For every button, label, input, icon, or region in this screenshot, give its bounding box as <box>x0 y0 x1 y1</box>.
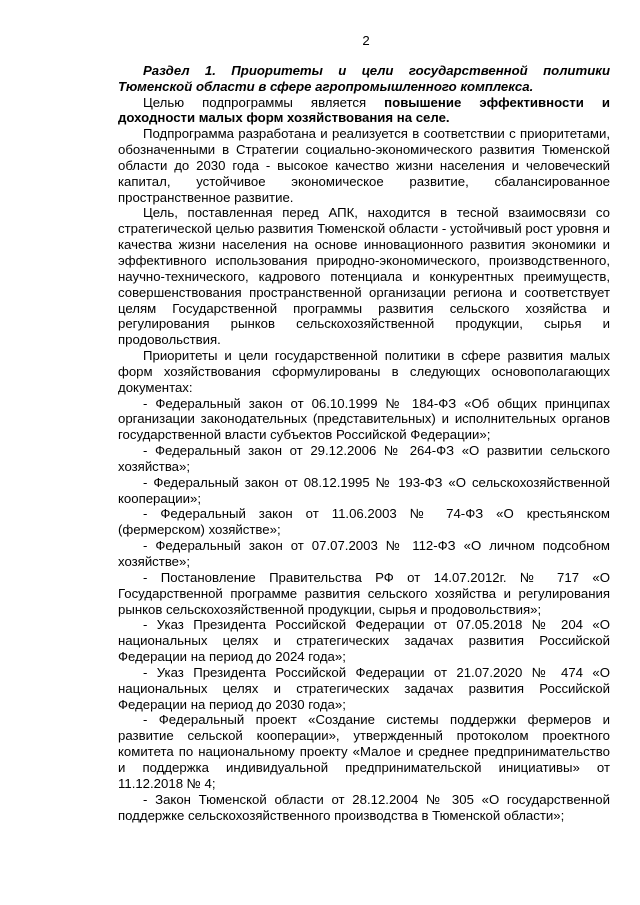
list-item-document: - Федеральный закон от 06.10.1999 № 184-ФЗ «Об общих принципах организации законодательных (представительных) и исполнительных органов государственной власти субъектов Российской Федерации»; <box>118 395 610 443</box>
list-item-document: - Закон Тюменской области от 28.12.2004 № 305 «О государственной поддержке сельскохозяйственного производства в Тюменской области»; <box>118 791 610 823</box>
list-item-document: - Федеральный закон от 07.07.2003 № 112-ФЗ «О личном подсобном хозяйстве»; <box>118 538 610 569</box>
section-heading: Раздел 1. Приоритеты и цели государственной политики Тюменской области в сфере агропромышленного комплекса. <box>118 62 610 94</box>
list-item-document: - Федеральный закон от 29.12.2006 № 264-ФЗ «О развитии сельского хозяйства»; <box>118 443 610 474</box>
list-item-document: - Федеральный закон от 11.06.2003 № 74-ФЗ «О крестьянском (фермерском) хозяйстве»; <box>118 506 610 538</box>
goal-prefix: Целью подпрограммы является <box>143 94 385 110</box>
list-item-document: - Указ Президента Российской Федерации от 21.07.2020 № 474 «О национальных целях и стратегических задачах развития Российской Федерации на период до 2030 года»; <box>118 664 610 712</box>
goal-emphasis: повышение эффективности и доходности малых форм хозяйствования на селе. <box>118 94 610 126</box>
list-item-document: - Указ Президента Российской Федерации от 07.05.2018 № 204 «О национальных целях и стратегических задачах развития Российской Федерации на период до 2024 года»; <box>118 617 610 665</box>
list-item-document: - Федеральный проект «Создание системы поддержки фермеров и развитие сельской кооперации», утвержденный протоколом проектного комитета по национальному проекту «Малое и среднее предпринимательство и поддержка индивидуальной предпринимательской инициативы» от 11.12.2018 № 4; <box>118 712 610 791</box>
paragraph-apk-goal: Цель, поставленная перед АПК, находится в тесной взаимосвязи со стратегической целью развития Тюменской области - устойчивый рост уровня и качества жизни населения на основе инновационного развития экономики и эффективного использования природно-экономического, производственного, научно-технического, кадрового потенциала и конкурентных преимуществ, совершенствования пространственной организации региона и соответствует целям Государственной программы развития сельского хозяйства и регулирования рынков сельскохозяйственной продукции, сырья и продовольствия. <box>118 205 610 348</box>
goal-paragraph <box>118 95 610 127</box>
list-item-document: - Постановление Правительства РФ от 14.07.2012г. № 717 «О Государственной программе развития сельского хозяйства и регулирования рынков сельскохозяйственной продукции, сырья и продовольствия»; <box>118 569 610 617</box>
paragraph-strategy: Подпрограмма разработана и реализуется в соответствии с приоритетами, обозначенными в Стратегии социально-экономического развития Тюменской области до 2030 года - высокое качество жизни населения и человеческий капитал, устойчивое экономическое развитие, сбалансированное пространственное развитие. <box>118 126 610 205</box>
page-number: 2 <box>362 33 370 48</box>
paragraph-documents-intro: Приоритеты и цели государственной политики в сфере развития малых форм хозяйствования сформулированы в следующих основополагающих документах: <box>118 348 610 395</box>
list-item-document: - Федеральный закон от 08.12.1995 № 193-ФЗ «О сельскохозяйственной кооперации»; <box>118 474 610 506</box>
